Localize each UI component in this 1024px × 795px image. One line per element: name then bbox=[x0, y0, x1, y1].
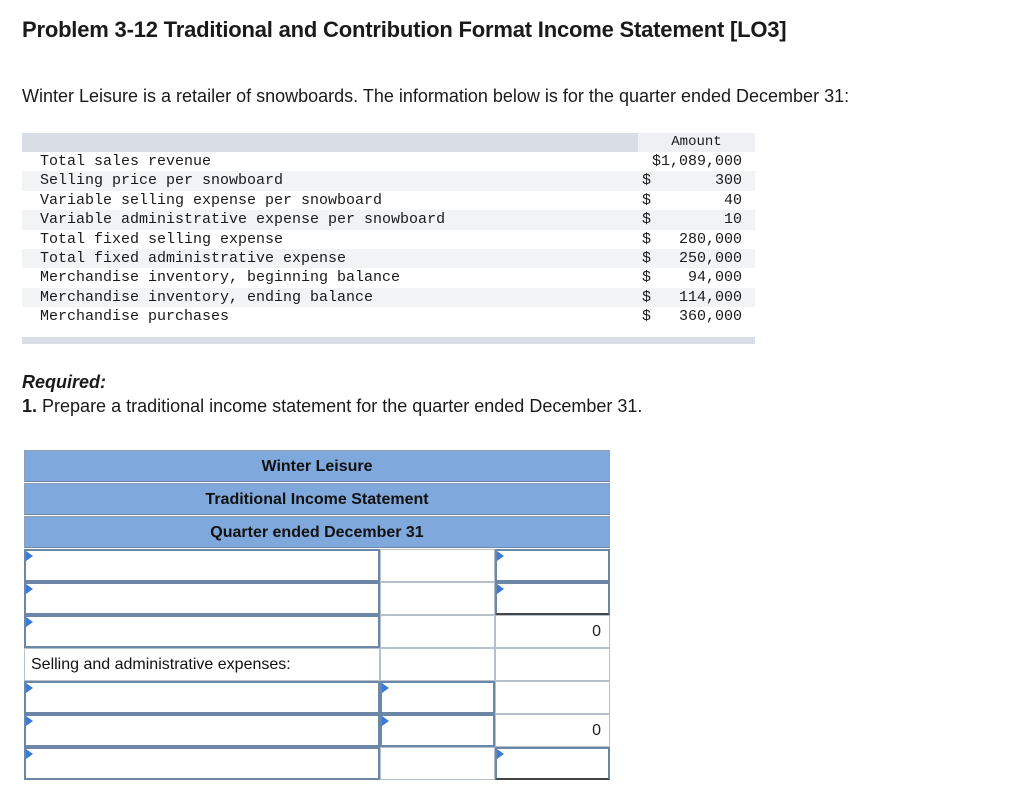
given-data-table bbox=[22, 133, 755, 344]
data-row bbox=[22, 230, 755, 249]
data-row bbox=[22, 268, 755, 287]
data-row-currency: $ bbox=[642, 269, 652, 287]
row7-label-dropdown[interactable] bbox=[24, 747, 380, 780]
row4-total-cell bbox=[495, 648, 610, 681]
row2-amount-cell bbox=[380, 582, 495, 615]
data-row-value: 280,000 bbox=[678, 230, 742, 248]
row7-amount-cell bbox=[380, 747, 495, 780]
data-row-label: Variable administrative expense per snowboard bbox=[40, 211, 446, 229]
data-row-value: 360,000 bbox=[678, 308, 742, 326]
dropdown-arrow-icon bbox=[26, 683, 33, 693]
worksheet-row-6 bbox=[24, 714, 610, 747]
data-row bbox=[22, 171, 755, 190]
data-row-label: Selling price per snowboard bbox=[40, 172, 284, 190]
dropdown-arrow-icon bbox=[26, 716, 33, 726]
data-row-currency: $ bbox=[642, 249, 652, 267]
data-row-value: 114,000 bbox=[678, 288, 742, 306]
row3-label-dropdown[interactable] bbox=[24, 615, 380, 648]
row7-total-input[interactable] bbox=[495, 747, 610, 780]
data-row bbox=[22, 191, 755, 210]
data-row bbox=[22, 210, 755, 229]
data-row bbox=[22, 307, 755, 326]
data-row-value: 40 bbox=[723, 191, 742, 209]
data-row bbox=[22, 249, 755, 268]
data-row-label: Merchandise purchases bbox=[40, 308, 230, 326]
data-row-label: Merchandise inventory, beginning balance bbox=[40, 269, 401, 287]
data-row bbox=[22, 152, 755, 171]
data-row bbox=[22, 288, 755, 307]
row1-label-dropdown[interactable] bbox=[24, 549, 380, 582]
data-row-currency: $ bbox=[642, 191, 652, 209]
data-row-value: 10 bbox=[723, 211, 742, 229]
selling-admin-expenses-label: Selling and administrative expenses: bbox=[31, 656, 291, 673]
dropdown-arrow-icon bbox=[497, 551, 504, 561]
data-row-value: 94,000 bbox=[687, 269, 742, 287]
dropdown-arrow-icon bbox=[382, 716, 389, 726]
data-row-label: Total fixed selling expense bbox=[40, 230, 284, 248]
dropdown-arrow-icon bbox=[382, 683, 389, 693]
row3-amount-cell bbox=[380, 615, 495, 648]
worksheet-row-7 bbox=[24, 747, 610, 780]
data-row-label: Total fixed administrative expense bbox=[40, 249, 347, 267]
row2-total-input[interactable] bbox=[495, 582, 610, 615]
row6-label-dropdown[interactable] bbox=[24, 714, 380, 747]
row6-total-cell bbox=[495, 714, 610, 747]
data-row-label: Merchandise inventory, ending balance bbox=[40, 288, 374, 306]
row4-label-cell bbox=[24, 648, 380, 681]
dropdown-arrow-icon bbox=[26, 551, 33, 561]
amount-column-header: Amount bbox=[638, 133, 755, 152]
dropdown-arrow-icon bbox=[497, 584, 504, 594]
data-row-value: $1,089,000 bbox=[651, 153, 742, 170]
row3-total-cell bbox=[495, 615, 610, 648]
row5-total-cell bbox=[495, 681, 610, 714]
data-table-footer bbox=[22, 337, 755, 344]
worksheet-row-5 bbox=[24, 681, 610, 714]
data-row-currency: $ bbox=[642, 288, 652, 306]
row1-amount-cell bbox=[380, 549, 495, 582]
worksheet-statement-title: Traditional Income Statement bbox=[24, 483, 610, 515]
data-row-label: Variable selling expense per snowboard bbox=[40, 191, 383, 209]
required-item-1 bbox=[22, 396, 642, 417]
problem-intro: Winter Leisure is a retailer of snowboards. The information below is for the quarter ended December 31: bbox=[22, 86, 850, 106]
dropdown-arrow-icon bbox=[26, 749, 33, 759]
row3-total-value: 0 bbox=[592, 623, 601, 640]
row6-total-value: 0 bbox=[592, 722, 601, 739]
data-row-currency: $ bbox=[642, 211, 652, 229]
dropdown-arrow-icon bbox=[26, 584, 33, 594]
problem-title: Problem 3-12 Traditional and Contribution Format Income Statement [LO3] bbox=[22, 17, 787, 42]
row5-label-dropdown[interactable] bbox=[24, 681, 380, 714]
data-row-currency: $ bbox=[642, 308, 652, 326]
income-statement-worksheet bbox=[24, 450, 610, 780]
data-row-value: 250,000 bbox=[678, 249, 742, 267]
worksheet-row-2 bbox=[24, 582, 610, 615]
row5-amount-input[interactable] bbox=[380, 681, 495, 714]
required-heading: Required: bbox=[22, 372, 107, 392]
worksheet-period: Quarter ended December 31 bbox=[24, 516, 610, 548]
data-row-currency: $ bbox=[642, 172, 652, 190]
row1-total-input[interactable] bbox=[495, 549, 610, 582]
dropdown-arrow-icon bbox=[497, 749, 504, 759]
worksheet-row-3 bbox=[24, 615, 610, 648]
data-table-header bbox=[22, 133, 755, 152]
required-item-number: 1. bbox=[22, 396, 38, 416]
required-item-text: Prepare a traditional income statement for the quarter ended December 31. bbox=[42, 396, 643, 416]
dropdown-arrow-icon bbox=[26, 617, 33, 627]
data-row-currency: $ bbox=[642, 230, 652, 248]
row2-label-dropdown[interactable] bbox=[24, 582, 380, 615]
worksheet-row-4 bbox=[24, 648, 610, 681]
worksheet-company-name: Winter Leisure bbox=[24, 450, 610, 482]
data-row-value: 300 bbox=[714, 172, 742, 190]
row4-amount-cell bbox=[380, 648, 495, 681]
row6-amount-input[interactable] bbox=[380, 714, 495, 747]
data-row-label: Total sales revenue bbox=[40, 153, 212, 170]
worksheet-row-1 bbox=[24, 549, 610, 582]
